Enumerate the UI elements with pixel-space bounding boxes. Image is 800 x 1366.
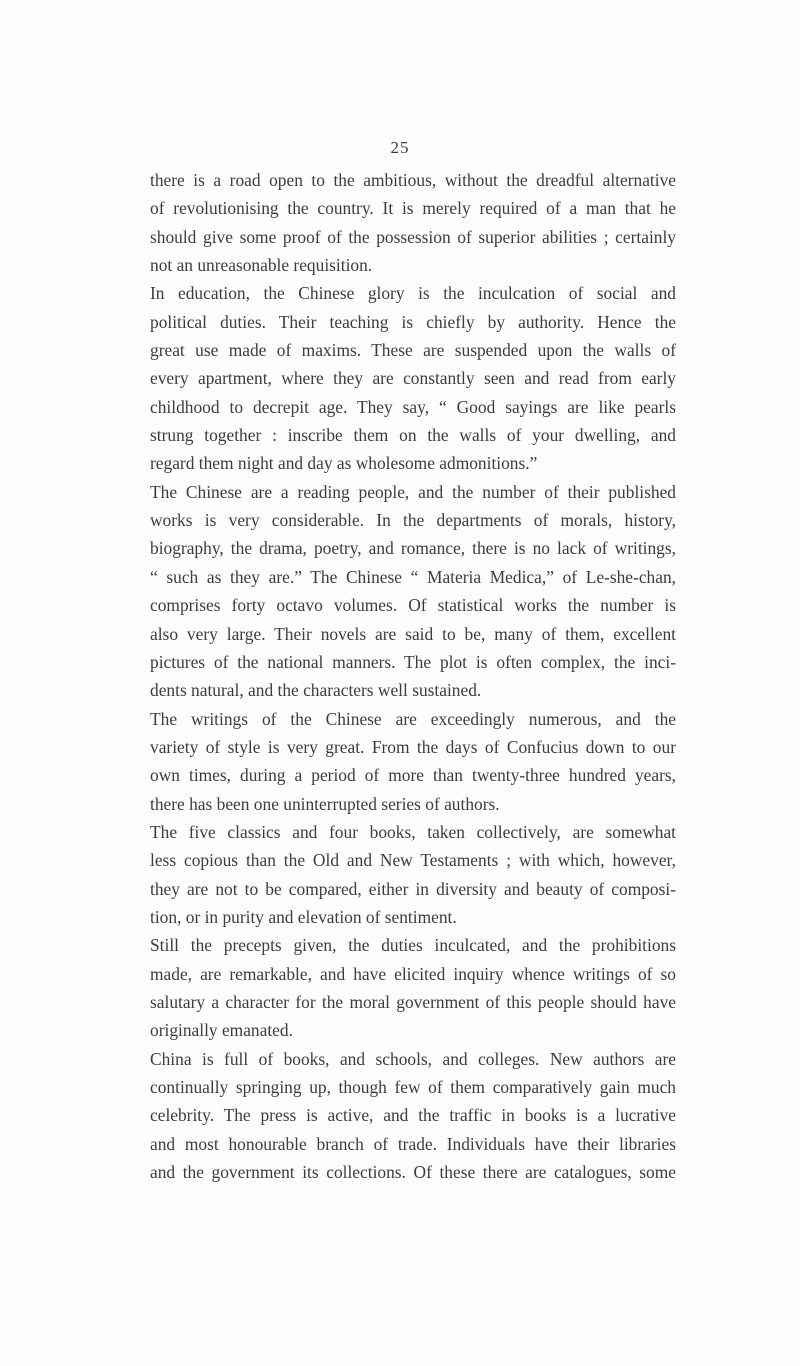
text-line: own times, during a period of more than twenty-three hundred years, — [150, 765, 676, 786]
text-line: works is very considerable. In the departments of morals, history, — [150, 510, 676, 531]
text-line: pictures of the national manners. The plot is often complex, the inci- — [150, 651, 676, 672]
text-line: regard them night and day as wholesome admonitions.” — [150, 453, 538, 474]
text-line: every apartment, where they are constantly seen and read from early — [150, 368, 676, 389]
text-line: and most honourable branch of trade. Individuals have their libraries — [150, 1133, 676, 1154]
text-line: In education, the Chinese glory is the inculcation of social and — [150, 283, 676, 304]
text-line: The Chinese are a reading people, and the number of their published — [150, 481, 676, 502]
text-line: there has been one uninterrupted series of authors. — [150, 793, 500, 814]
text-line: “ such as they are.” The Chinese “ Materia Medica,” of Le-she-chan, — [150, 566, 676, 587]
text-line: also very large. Their novels are said to be, many of them, excellent — [150, 623, 676, 644]
text-line: The writings of the Chinese are exceedingly numerous, and the — [150, 708, 676, 729]
text-line: originally emanated. — [150, 1020, 293, 1041]
text-line: of revolutionising the country. It is merely required of a man that he — [150, 198, 676, 219]
text-line: childhood to decrepit age. They say, “ Good sayings are like pearls — [150, 396, 676, 417]
text-line: biography, the drama, poetry, and romance, there is no lack of writings, — [150, 538, 676, 559]
page-number: 25 — [390, 138, 410, 157]
text-line: political duties. Their teaching is chiefly by authority. Hence the — [150, 311, 676, 332]
text-line: variety of style is very great. From the days of Confucius down to our — [150, 736, 676, 757]
text-line: strung together : inscribe them on the walls of your dwelling, and — [150, 425, 676, 446]
text-line: there is a road open to the ambitious, without the dreadful alternative — [150, 170, 676, 190]
text-line: celebrity. The press is active, and the traffic in books is a lucrative — [150, 1105, 676, 1126]
text-line: made, are remarkable, and have elicited inquiry whence writings of so — [150, 963, 676, 984]
text-line: tion, or in purity and elevation of sentiment. — [150, 906, 457, 927]
text-line: continually springing up, though few of them comparatively gain much — [150, 1077, 676, 1097]
text-line: less copious than the Old and New Testaments ; with which, however, — [150, 850, 676, 871]
text-line: The five classics and four books, taken collectively, are somewhat — [150, 821, 676, 842]
text-line: not an unreasonable requisition. — [150, 255, 373, 276]
text-line: comprises forty octavo volumes. Of statistical works the number is — [150, 595, 676, 616]
text-line: China is full of books, and schools, and colleges. New authors are — [150, 1048, 676, 1069]
text-line: salutary a character for the moral government of this people should have — [150, 991, 676, 1012]
text-line: Still the precepts given, the duties inculcated, and the prohibitions — [150, 935, 676, 956]
text-line: and the government its collections. Of these there are catalogues, some — [150, 1162, 676, 1183]
text-line: should give some proof of the possession of superior abilities ; certainly — [150, 226, 676, 247]
text-line: great use made of maxims. These are suspended upon the walls of — [150, 340, 676, 361]
body-text — [150, 166, 676, 1186]
text-line: dents natural, and the characters well sustained. — [150, 680, 482, 701]
text-line: they are not to be compared, either in diversity and beauty of composi- — [150, 878, 676, 899]
